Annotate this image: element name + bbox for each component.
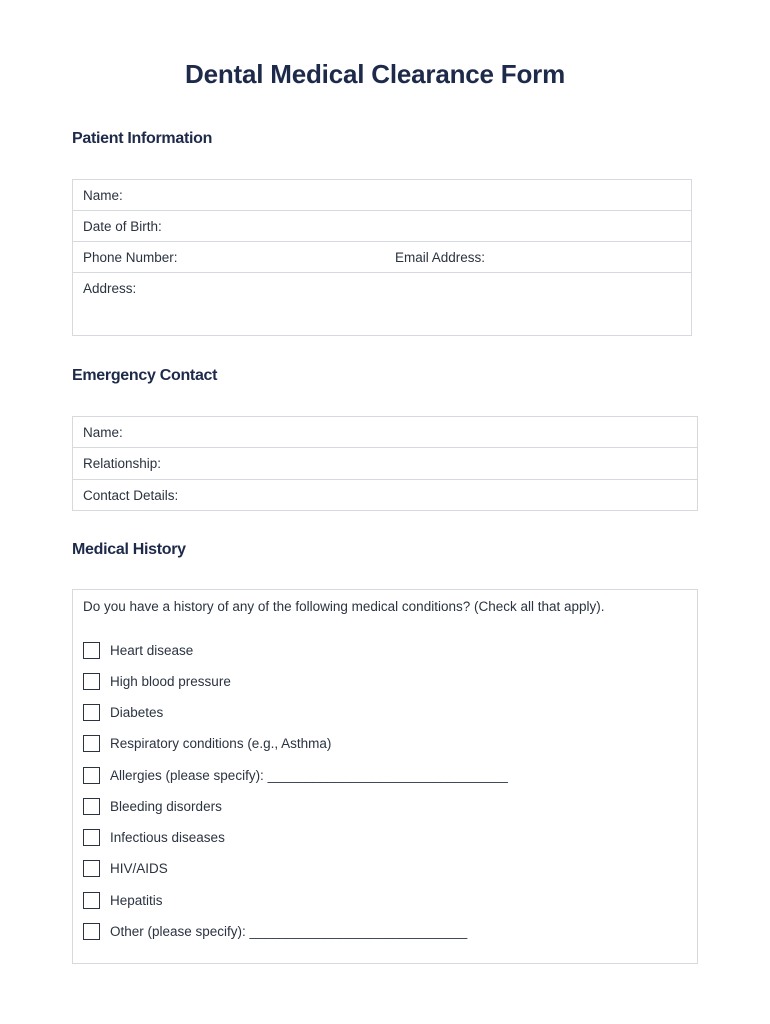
condition-other[interactable] — [83, 921, 467, 941]
condition-allergies[interactable] — [83, 765, 508, 785]
patient-address-label: Address: — [83, 281, 137, 296]
condition-hiv-aids[interactable] — [83, 858, 168, 878]
checkbox[interactable] — [83, 673, 100, 690]
checkbox[interactable] — [83, 642, 100, 659]
condition-respiratory[interactable] — [83, 733, 331, 753]
checkbox[interactable] — [83, 704, 100, 721]
form-title: Dental Medical Clearance Form — [185, 59, 565, 89]
medical-history-question: Do you have a history of any of the following medical conditions? (Check all that apply). — [83, 599, 605, 614]
condition-infectious-diseases[interactable] — [83, 827, 225, 847]
patient-email-label: Email Address: — [395, 250, 486, 265]
checkbox[interactable] — [83, 735, 100, 752]
checkbox[interactable] — [83, 798, 100, 815]
emergency-contact-details-row[interactable] — [73, 480, 697, 510]
emergency-name-label: Name: — [83, 425, 123, 440]
emergency-contact-details-label: Contact Details: — [83, 488, 179, 503]
patient-information-heading: Patient Information — [72, 130, 213, 147]
patient-dob-label: Date of Birth: — [83, 219, 162, 234]
condition-hepatitis[interactable] — [83, 890, 163, 910]
condition-label: Hepatitis — [110, 892, 163, 908]
patient-phone-label: Phone Number: — [83, 250, 178, 265]
emergency-contact-heading: Emergency Contact — [72, 367, 218, 384]
condition-diabetes[interactable] — [83, 702, 163, 722]
condition-label: Other (please specify): _____________________________ — [110, 923, 468, 939]
condition-heart-disease[interactable] — [83, 640, 193, 660]
medical-history-heading: Medical History — [72, 541, 186, 558]
emergency-name-row[interactable] — [73, 417, 697, 448]
condition-label: HIV/AIDS — [110, 860, 168, 876]
patient-dob-row[interactable] — [73, 211, 691, 242]
patient-contact-row[interactable] — [73, 242, 691, 273]
patient-name-row[interactable] — [73, 180, 691, 211]
condition-label: Respiratory conditions (e.g., Asthma) — [110, 735, 332, 751]
emergency-contact-table — [72, 416, 698, 511]
condition-label: Heart disease — [110, 642, 194, 658]
condition-label: Diabetes — [110, 704, 164, 720]
emergency-relationship-row[interactable] — [73, 448, 697, 480]
condition-label: High blood pressure — [110, 673, 231, 689]
condition-label: Allergies (please specify): ________________________________ — [110, 767, 508, 783]
condition-label: Bleeding disorders — [110, 798, 222, 814]
patient-name-label: Name: — [83, 188, 123, 203]
checkbox[interactable] — [83, 923, 100, 940]
emergency-relationship-label: Relationship: — [83, 456, 162, 471]
checkbox[interactable] — [83, 829, 100, 846]
medical-history-box — [72, 589, 698, 964]
checkbox[interactable] — [83, 767, 100, 784]
condition-bleeding-disorders[interactable] — [83, 796, 222, 816]
checkbox[interactable] — [83, 892, 100, 909]
condition-label: Infectious diseases — [110, 829, 225, 845]
patient-address-row[interactable] — [73, 273, 691, 335]
checkbox[interactable] — [83, 860, 100, 877]
patient-information-table — [72, 179, 692, 336]
condition-high-blood-pressure[interactable] — [83, 671, 231, 691]
